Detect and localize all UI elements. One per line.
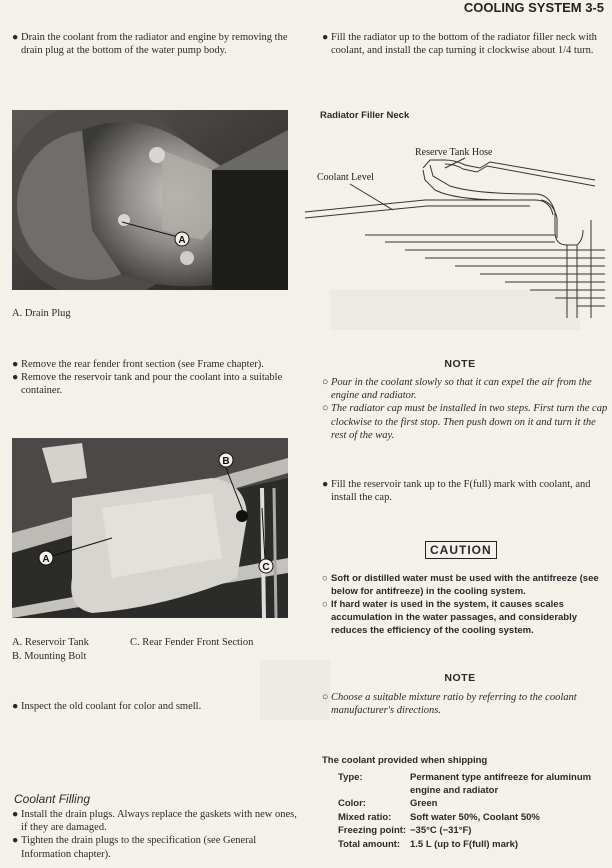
remove-step-2: ● Remove the reservoir tank and pour the coolant into a suitable container. — [12, 372, 283, 397]
spec-key: Freezing point: — [338, 825, 407, 836]
reservoir-tank-photo — [12, 438, 288, 618]
note1-item-2: ○ The radiator cap must be installed in two steps. First turn the cap clockwise to the first stop. Then push down on it and turn it the rest of the way. — [322, 403, 608, 441]
spec-key: Total amount: — [338, 838, 401, 850]
drain-plug-photo — [12, 110, 288, 290]
reservoir-tank-photo-art — [12, 438, 288, 618]
caution-item-1: ○ Soft or distilled water must be used with the antifreeze (see below for antifreeze) in the cooling system. — [322, 573, 599, 597]
note1-item-1: ○ Pour in the coolant slowly so that it can expel the air from the engine and radiator. — [322, 377, 592, 402]
note2-item-1: ○ Choose a suitable mixture ratio by referring to the coolant manufacturer's directions. — [322, 692, 577, 717]
remove-step-1: ● Remove the rear fender front section (see Frame chapter). — [12, 359, 264, 370]
spec-key: Type: — [338, 772, 363, 783]
photo1-caption: A. Drain Plug — [12, 308, 71, 319]
label-reserve-tank-hose: Reserve Tank Hose — [415, 147, 493, 158]
spec-value: Green — [410, 798, 438, 809]
page-header: COOLING SYSTEM 3-5 — [463, 0, 604, 15]
note1-title: NOTE — [444, 358, 476, 370]
spec-key: Mixed ratio: — [338, 811, 392, 823]
photo2-label-a: A — [42, 554, 50, 565]
coolant-spec-table — [322, 772, 602, 852]
photo2-caption-a: A. Reservoir Tank — [12, 637, 89, 648]
diagram-title: Radiator Filler Neck — [320, 110, 410, 121]
spec-value: 1.5 L (up to F(full) mark) — [410, 838, 519, 850]
spec-row-type — [322, 772, 602, 798]
spec-value: −35°C (−31°F) — [410, 825, 472, 836]
label-coolant-level: Coolant Level — [317, 172, 374, 183]
filling-step-2: ● Tighten the drain plugs to the specification (see General Information chapter). — [12, 835, 257, 860]
caution-item-2: ○ If hard water is used in the system, it causes scales accumulation in the water passages, and considerably reduces the efficiency of the cooling system. — [322, 599, 578, 636]
photo1-label-a: A — [178, 235, 186, 246]
spec-row-freezing-point — [322, 825, 602, 839]
spec-row-mixed-ratio — [322, 812, 602, 826]
remove-steps — [12, 358, 301, 398]
filling-steps — [12, 808, 305, 861]
spec-key: Color: — [338, 798, 366, 809]
caution-badge: CAUTION — [425, 541, 497, 559]
drain-step: ● Drain the coolant from the radiator and engine by removing the drain plug at the bottom of the water pump body. — [12, 32, 288, 57]
caution-items — [322, 572, 609, 637]
spec-row-total-amount — [322, 839, 602, 853]
filling-step-1: ● Install the drain plugs. Always replace the gaskets with new ones, if they are damaged. — [12, 809, 297, 834]
photo2-label-c: C — [262, 562, 270, 573]
reservoir-fill-step: ● Fill the reservoir tank up to the F(full) mark with coolant, and install the cap. — [322, 479, 591, 504]
photo2-caption-c: C. Rear Fender Front Section — [130, 637, 254, 648]
spec-value: Permanent type antifreeze for aluminum engine and radiator — [410, 772, 592, 796]
spec-row-color — [322, 798, 602, 812]
spec-value: Soft water 50%, Coolant 50% — [410, 811, 540, 823]
note1-items — [322, 376, 609, 442]
fill-radiator-step: ● Fill the radiator up to the bottom of the radiator filler neck with coolant, and install the cap turning it clockwise about 1/4 turn. — [322, 32, 597, 57]
photo2-caption-b: B. Mounting Bolt — [12, 651, 87, 662]
inspect-step: ● Inspect the old coolant for color and smell. — [12, 701, 202, 712]
drain-plug-photo-art — [12, 110, 288, 290]
photo2-label-b: B — [222, 456, 230, 467]
note2-title: NOTE — [444, 672, 476, 684]
note2-items — [322, 691, 609, 717]
shipping-title: The coolant provided when shipping — [322, 755, 488, 766]
coolant-filling-heading: Coolant Filling — [14, 792, 91, 806]
radiator-filler-neck-diagram — [305, 140, 605, 318]
